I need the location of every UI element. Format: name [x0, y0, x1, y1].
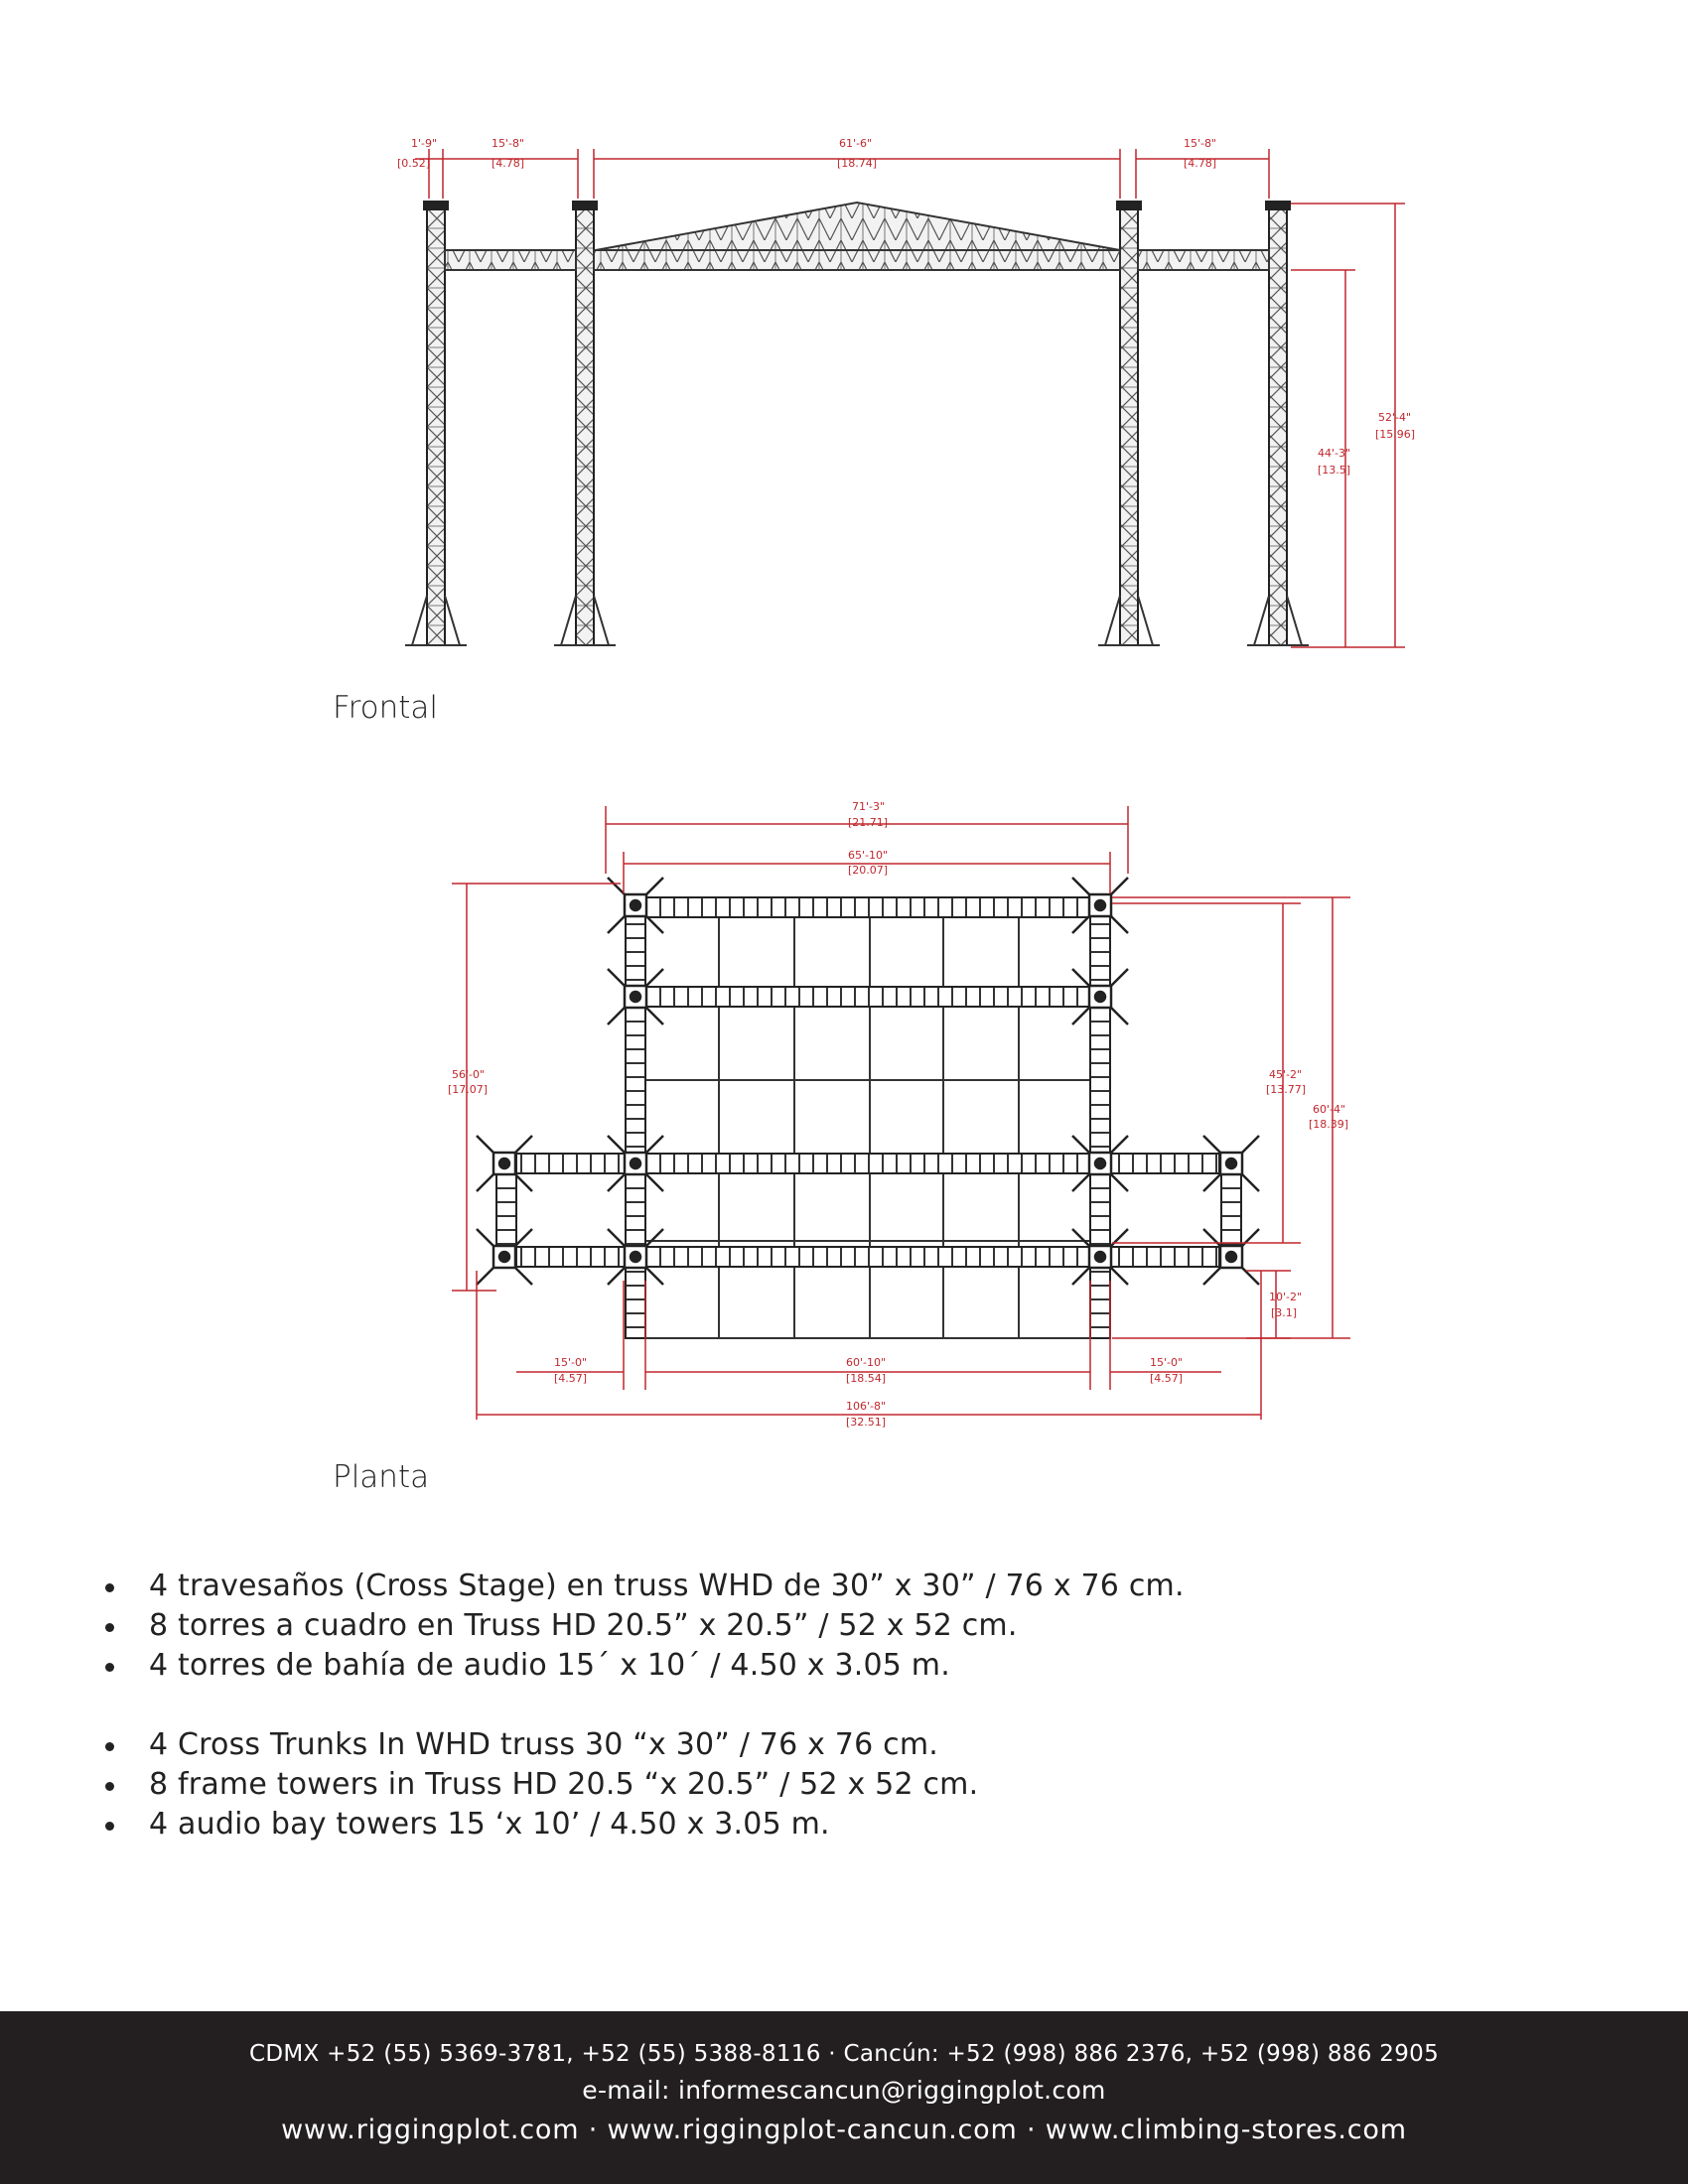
footer-websites[interactable]: www.riggingplot.com · www.riggingplot-cancun.com · www.climbing-stores.com: [281, 2115, 1407, 2145]
spec-list-english: [99, 1725, 1589, 1844]
left-wing-truss: [445, 250, 576, 270]
front-view: [397, 137, 1415, 647]
caption-front-view: Frontal: [333, 690, 439, 726]
dim-front-3-metric: [18.74]: [837, 157, 878, 170]
dim-plan-width-outer: 71'-3": [852, 800, 886, 813]
dim-plan-bay-right-metric: [4.57]: [1150, 1372, 1184, 1385]
plan-grid: [635, 907, 1102, 1338]
spec-item: 4 travesaños (Cross Stage) en truss WHD de 30” x 30” / 76 x 76 cm.: [99, 1567, 1589, 1606]
spec-section: [99, 1567, 1589, 1844]
dim-front-height-2: 52'-4": [1378, 411, 1412, 424]
dim-front-4-metric: [4.78]: [1184, 157, 1217, 170]
main-span-truss: [594, 250, 1120, 270]
dim-front-height-1-metric: [13.5]: [1318, 464, 1351, 477]
dim-plan-bay-left-metric: [4.57]: [554, 1372, 588, 1385]
dim-plan-width-inner-metric: [20.07]: [848, 864, 889, 877]
dim-front-2-metric: [4.78]: [492, 157, 525, 170]
footer-email[interactable]: e-mail: informescancun@riggingplot.com: [582, 2076, 1106, 2105]
dim-plan-depth-inner-metric: [13.77]: [1266, 1083, 1307, 1096]
dim-plan-bay-right: 15'-0": [1150, 1356, 1184, 1369]
dim-plan-total-width: 106'-8": [846, 1400, 887, 1413]
spec-item: 8 torres a cuadro en Truss HD 20.5” x 20.5” / 52 x 52 cm.: [99, 1606, 1589, 1646]
spec-item: 4 torres de bahía de audio 15´ x 10´ / 4.50 x 3.05 m.: [99, 1646, 1589, 1686]
dim-plan-depth-left-metric: [17.07]: [448, 1083, 489, 1096]
dim-plan-width-inner: 65'-10": [848, 849, 889, 862]
dim-plan-front-span: 60'-10": [846, 1356, 887, 1369]
caption-plan-view: Planta: [333, 1459, 430, 1495]
dim-front-3: 61'-6": [839, 137, 873, 150]
spec-item: 8 frame towers in Truss HD 20.5 “x 20.5” / 52 x 52 cm.: [99, 1765, 1589, 1805]
contact-footer: [0, 2011, 1688, 2184]
footer-phones: CDMX +52 (55) 5369-3781, +52 (55) 5388-8116 · Cancún: +52 (998) 886 2376, +52 (998) 886 2905: [248, 2041, 1440, 2067]
dim-plan-bay-left: 15'-0": [554, 1356, 588, 1369]
dim-plan-bay-depth: 10'-2": [1269, 1291, 1303, 1303]
spec-item: 4 Cross Trunks In WHD truss 30 “x 30” / 76 x 76 cm.: [99, 1725, 1589, 1765]
dim-plan-depth-left: 56'-0": [452, 1068, 486, 1081]
right-wing-truss: [1138, 250, 1269, 270]
dim-plan-bay-depth-metric: [3.1]: [1271, 1306, 1298, 1319]
dim-plan-depth-right-metric: [18.39]: [1309, 1118, 1349, 1131]
dim-front-height-2-metric: [15.96]: [1375, 428, 1416, 441]
dim-front-height-1: 44'-3": [1318, 447, 1351, 460]
dim-plan-depth-inner: 45'-2": [1269, 1068, 1303, 1081]
dim-front-2: 15'-8": [492, 137, 525, 150]
dim-plan-depth-right: 60'-4": [1313, 1103, 1346, 1116]
spec-item: 4 audio bay towers 15 ‘x 10’ / 4.50 x 3.05 m.: [99, 1805, 1589, 1844]
dim-front-4: 15'-8": [1184, 137, 1217, 150]
dim-front-1: 1'-9": [411, 137, 438, 150]
dim-plan-total-width-metric: [32.51]: [846, 1416, 887, 1429]
dim-plan-front-span-metric: [18.54]: [846, 1372, 887, 1385]
spec-list-spanish: [99, 1567, 1589, 1686]
roof-gable: [596, 203, 1120, 250]
dim-front-1-metric: [0.52]: [397, 157, 431, 170]
dim-plan-width-outer-metric: [21.71]: [848, 816, 889, 829]
plan-view: [448, 800, 1350, 1429]
